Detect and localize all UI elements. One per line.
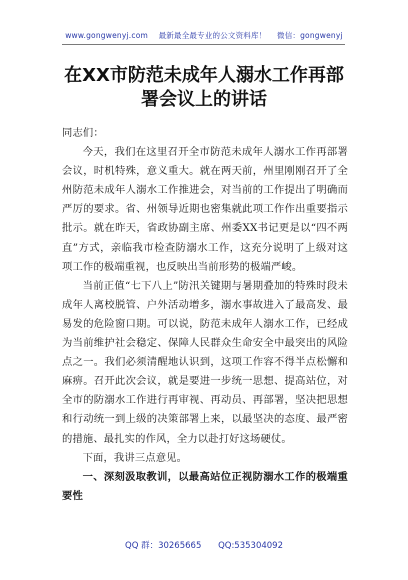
qq-group: QQ 群：30265665 — [125, 541, 202, 551]
document-body — [62, 124, 348, 506]
header-divider — [62, 44, 345, 45]
paragraph-3: 下面，我讲三点意见。 — [82, 451, 188, 464]
salutation: 同志们： — [62, 127, 104, 139]
site-url[interactable]: www.gongwenyj.com — [65, 31, 148, 40]
page-footer — [0, 539, 408, 551]
site-slogan: 最新最全最专业的公文资料库！ — [158, 31, 267, 40]
qq-number: QQ:535304092 — [218, 541, 283, 551]
paragraph-2: 当前正值“七下八上”防汛关键期与暑期叠加的特殊时段未成年人离校脱管、户外活动增多，溺水事故进入了最高发、最易发的危险窗口期。可以说，防范未成年人溺水工作，已经成为当前维护社会稳定、保障人民群众生命安全中最突出的风险点之一。我们必须清醒地认识到，这项工作容不得半点松懈和麻痹。召开此次会议，就是要进一步统一思想、提高站位，对全市的防溺水工作进行再审视、再动员、再部署，坚决把思想和行动统一到上级的决策部署上来，以最坚决的态度、最严密的措施、最扎实的作风，全力以赴打好这场硬仗。 — [62, 279, 348, 445]
section-heading: 一、深刻汲取教训，以最高站位正视防溺水工作的极端重要性 — [62, 470, 348, 502]
wechat-id: 微信：gongwenyj — [277, 31, 343, 40]
paragraph-1: 今天，我们在这里召开全市防范未成年人溺水工作再部署会议，时机特殊，意义重大。就在两天前，州里刚刚召开了全州防范未成年人溺水工作推进会，对当前的工作提出了明确而严厉的要求。省、州领导近期也密集就此项工作作出重要指示批示。就在昨天，省政协副主席、州委XX书记更是以“四不两直”方式，亲临我市检查防溺水工作，这充分说明了上级对这项工作的极端重视，也反映出当前形势的极端严峻。 — [62, 146, 348, 273]
page-header — [0, 30, 408, 41]
document-title: 在XX市防范未成年人溺水工作再部署会议上的讲话 — [64, 65, 344, 110]
